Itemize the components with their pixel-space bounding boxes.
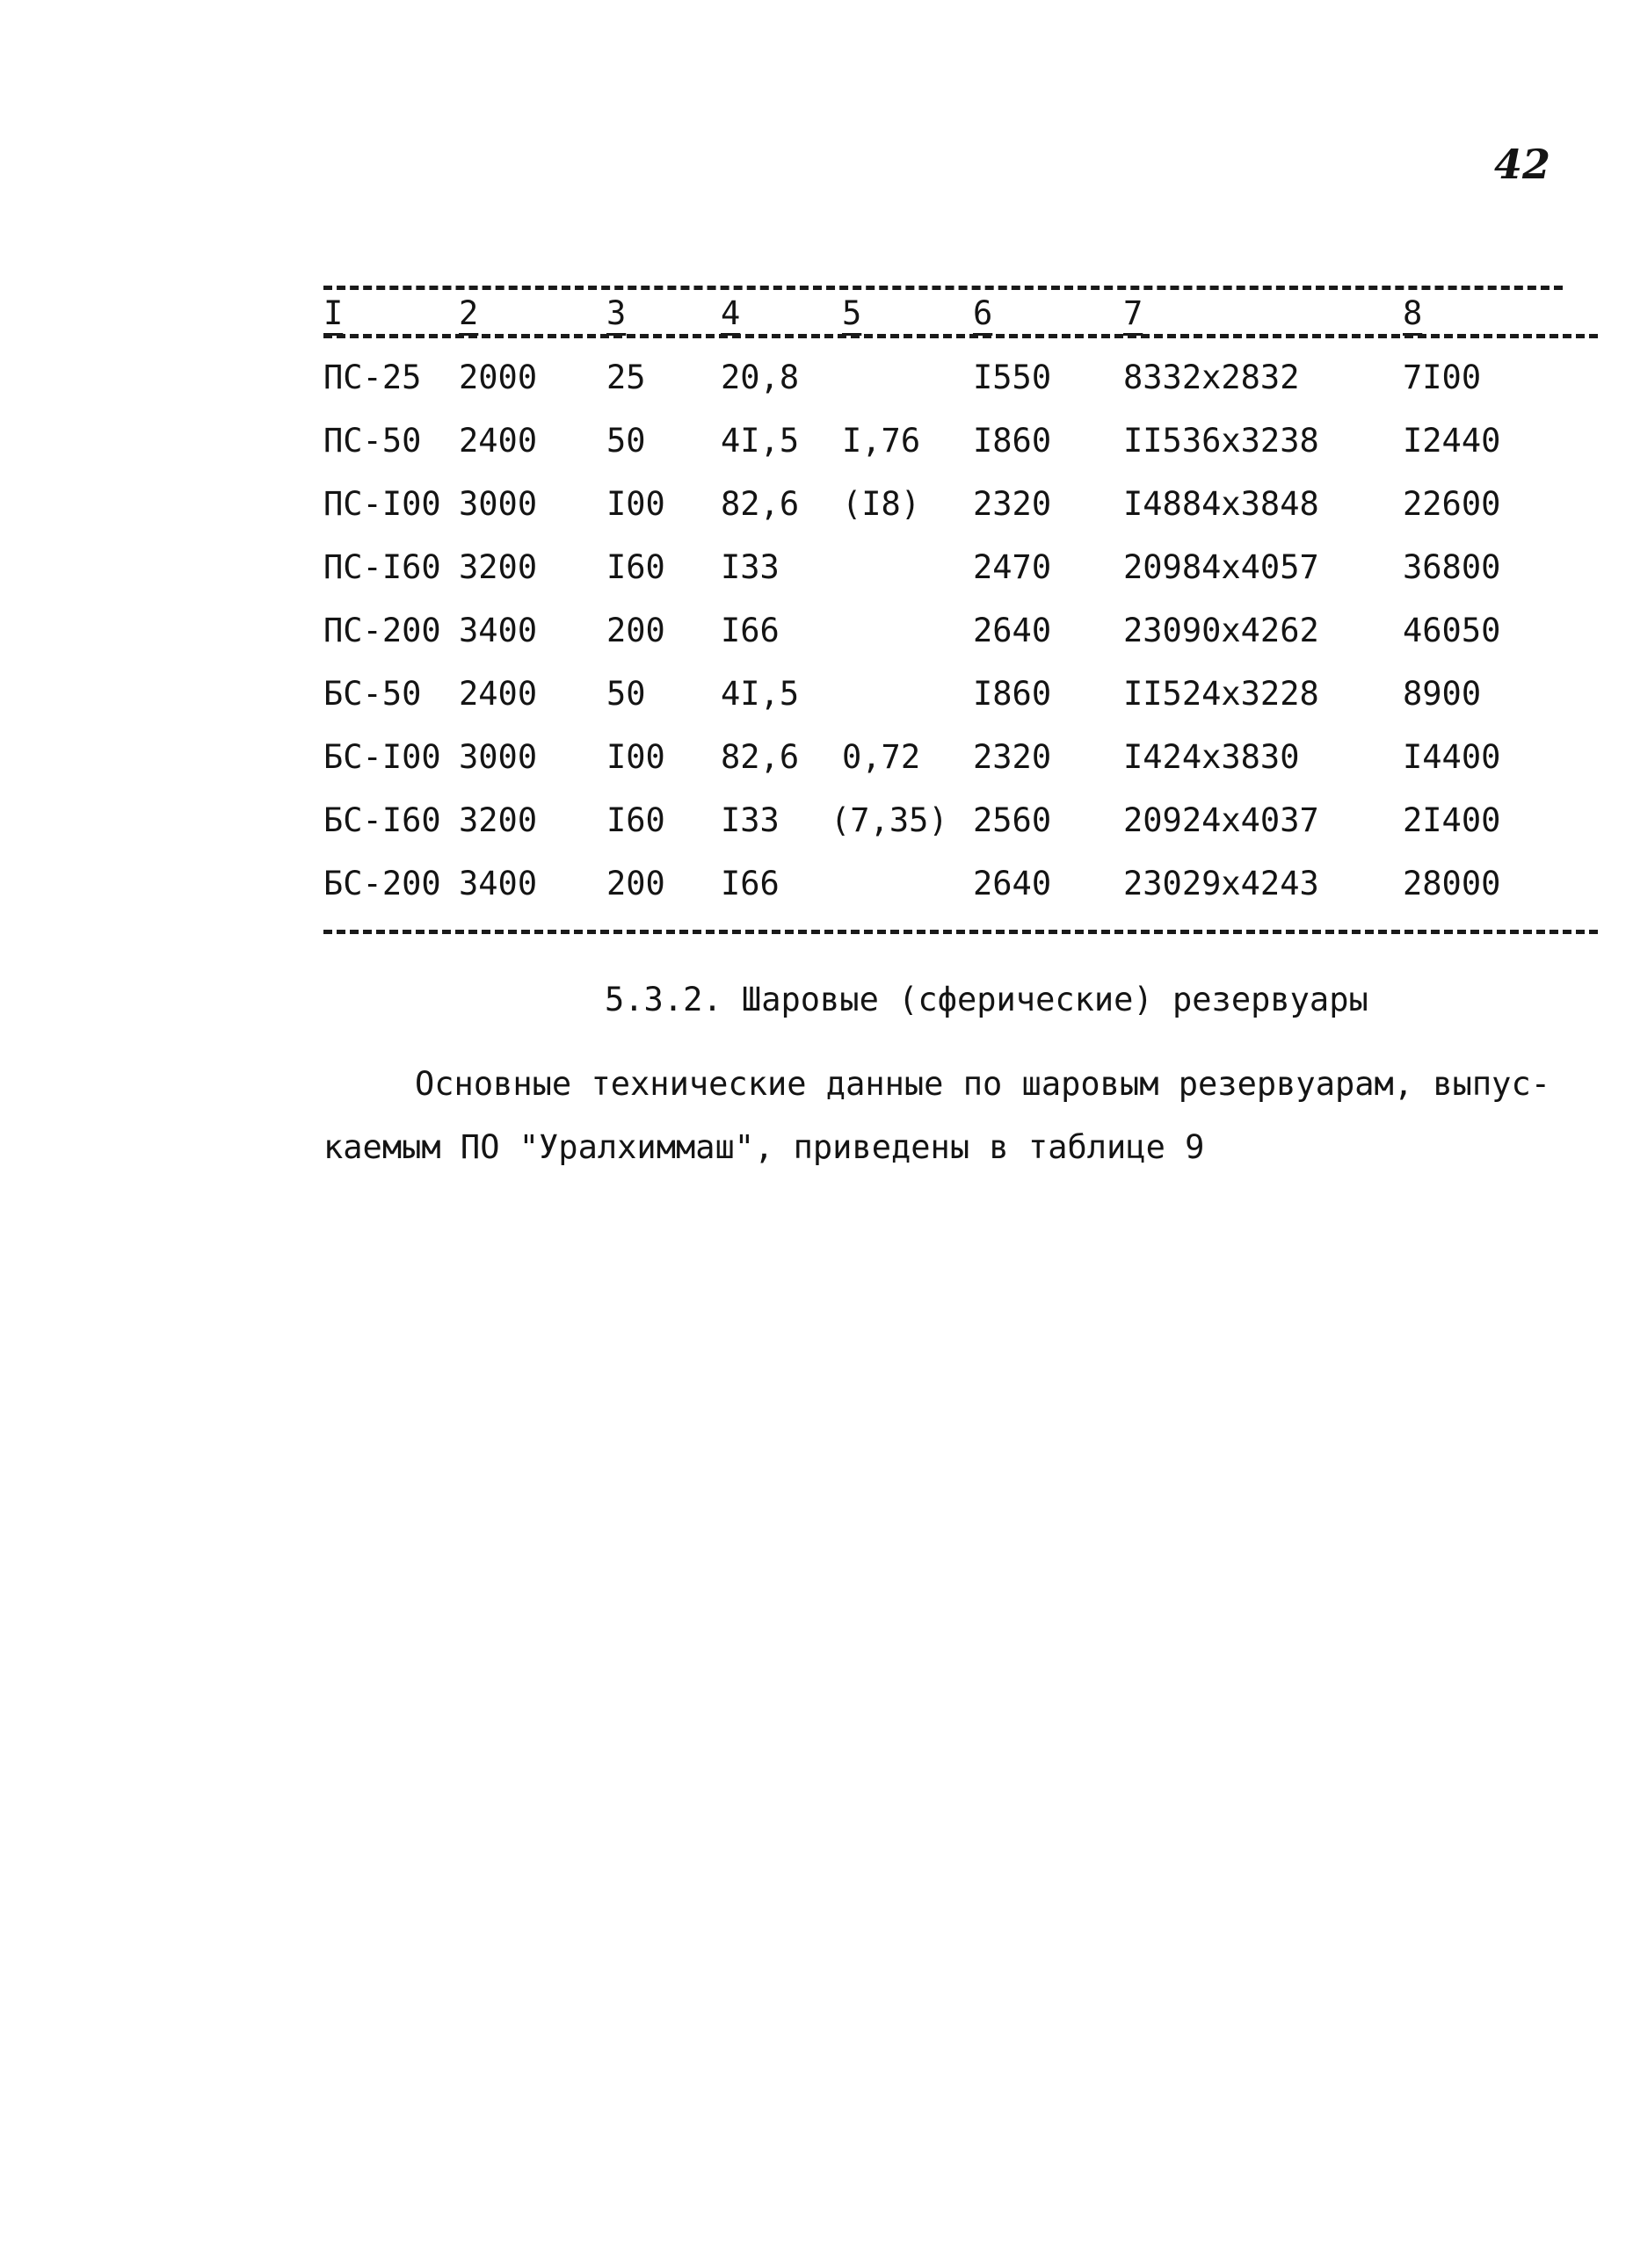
table-row — [0, 485, 1633, 538]
cell-model: ПС-I00 — [323, 485, 441, 523]
cell-col-5: 0,72 — [842, 738, 921, 776]
cell-col-6: I550 — [973, 359, 1052, 396]
table-header-row — [0, 294, 1633, 347]
cell-col-2: 3400 — [459, 612, 538, 649]
cell-col-8: I4400 — [1403, 738, 1501, 776]
header-col-2: 2 — [459, 294, 479, 332]
cell-col-7: 23090x4262 — [1123, 612, 1319, 649]
cell-col-4: 82,6 — [721, 485, 800, 523]
header-col-6: 6 — [973, 294, 993, 332]
cell-col-8: 28000 — [1403, 865, 1501, 902]
cell-model: ПС-200 — [323, 612, 441, 649]
cell-col-8: 22600 — [1403, 485, 1501, 523]
cell-col-5: I,76 — [842, 422, 921, 460]
cell-col-3: 25 — [606, 359, 646, 396]
cell-col-3: 200 — [606, 612, 665, 649]
cell-col-6: 2560 — [973, 801, 1052, 839]
cell-col-8: 7I00 — [1403, 359, 1482, 396]
cell-col-2: 3000 — [459, 738, 538, 776]
cell-col-4: I33 — [721, 801, 780, 839]
table-row — [0, 422, 1633, 475]
cell-col-2: 3200 — [459, 548, 538, 586]
cell-col-2: 2000 — [459, 359, 538, 396]
cell-col-3: 50 — [606, 675, 646, 713]
cell-col-4: 4I,5 — [721, 675, 800, 713]
table-row — [0, 548, 1633, 601]
table-row — [0, 738, 1633, 791]
cell-col-2: 2400 — [459, 422, 538, 460]
cell-col-7: 20924x4037 — [1123, 801, 1319, 839]
cell-col-3: 200 — [606, 865, 665, 902]
cell-col-5: (I8) — [842, 485, 921, 523]
cell-col-4: I33 — [721, 548, 780, 586]
table-row — [0, 612, 1633, 664]
cell-model: ПС-I60 — [323, 548, 441, 586]
cell-col-3: I60 — [606, 548, 665, 586]
cell-col-8: 2I400 — [1403, 801, 1501, 839]
cell-col-7: II536x3238 — [1123, 422, 1319, 460]
cell-col-3: I60 — [606, 801, 665, 839]
cell-col-7: 8332x2832 — [1123, 359, 1300, 396]
section-title: 5.3.2. Шаровые (сферические) резервуары — [605, 981, 1368, 1018]
cell-col-2: 2400 — [459, 675, 538, 713]
cell-col-4: 20,8 — [721, 359, 800, 396]
cell-col-3: I00 — [606, 738, 665, 776]
cell-model: БС-I00 — [323, 738, 441, 776]
cell-model: ПС-50 — [323, 422, 422, 460]
table-row — [0, 801, 1633, 854]
cell-col-6: 2320 — [973, 485, 1052, 523]
table-row — [0, 675, 1633, 728]
table-bottom-rule — [323, 930, 1598, 934]
table-top-rule — [323, 286, 1563, 290]
cell-col-3: 50 — [606, 422, 646, 460]
paragraph-line-2: каемым ПО "Уралхиммаш", приведены в таблице 9 — [323, 1128, 1205, 1166]
table-row — [0, 865, 1633, 917]
header-col-3: 3 — [606, 294, 627, 332]
cell-col-4: I66 — [721, 865, 780, 902]
header-col-1: I — [323, 294, 344, 332]
cell-col-8: 36800 — [1403, 548, 1501, 586]
cell-col-4: 82,6 — [721, 738, 800, 776]
cell-col-7: I4884x3848 — [1123, 485, 1319, 523]
header-col-5: 5 — [842, 294, 862, 332]
cell-col-4: 4I,5 — [721, 422, 800, 460]
cell-col-6: 2640 — [973, 865, 1052, 902]
header-col-7: 7 — [1123, 294, 1143, 332]
cell-col-2: 3200 — [459, 801, 538, 839]
cell-col-8: 46050 — [1403, 612, 1501, 649]
cell-col-6: 2320 — [973, 738, 1052, 776]
cell-col-6: 2470 — [973, 548, 1052, 586]
cell-col-7: I424x3830 — [1123, 738, 1300, 776]
cell-model: ПС-25 — [323, 359, 422, 396]
page-number: 42 — [1494, 141, 1551, 188]
cell-col-7: 23029x4243 — [1123, 865, 1319, 902]
cell-col-4: I66 — [721, 612, 780, 649]
cell-col-6: I860 — [973, 422, 1052, 460]
cell-model: БС-50 — [323, 675, 422, 713]
header-col-4: 4 — [721, 294, 741, 332]
cell-model: БС-200 — [323, 865, 441, 902]
cell-col-7: II524x3228 — [1123, 675, 1319, 713]
cell-col-5: (7,35) — [831, 801, 948, 839]
cell-col-3: I00 — [606, 485, 665, 523]
paragraph-line-1: Основные технические данные по шаровым резервуарам, выпус- — [415, 1065, 1551, 1103]
table-header-rule — [323, 334, 1598, 338]
cell-col-6: I860 — [973, 675, 1052, 713]
cell-col-7: 20984x4057 — [1123, 548, 1319, 586]
cell-model: БС-I60 — [323, 801, 441, 839]
cell-col-2: 3000 — [459, 485, 538, 523]
cell-col-8: 8900 — [1403, 675, 1482, 713]
cell-col-8: I2440 — [1403, 422, 1501, 460]
cell-col-2: 3400 — [459, 865, 538, 902]
cell-col-6: 2640 — [973, 612, 1052, 649]
header-col-8: 8 — [1403, 294, 1423, 332]
table-row — [0, 359, 1633, 411]
